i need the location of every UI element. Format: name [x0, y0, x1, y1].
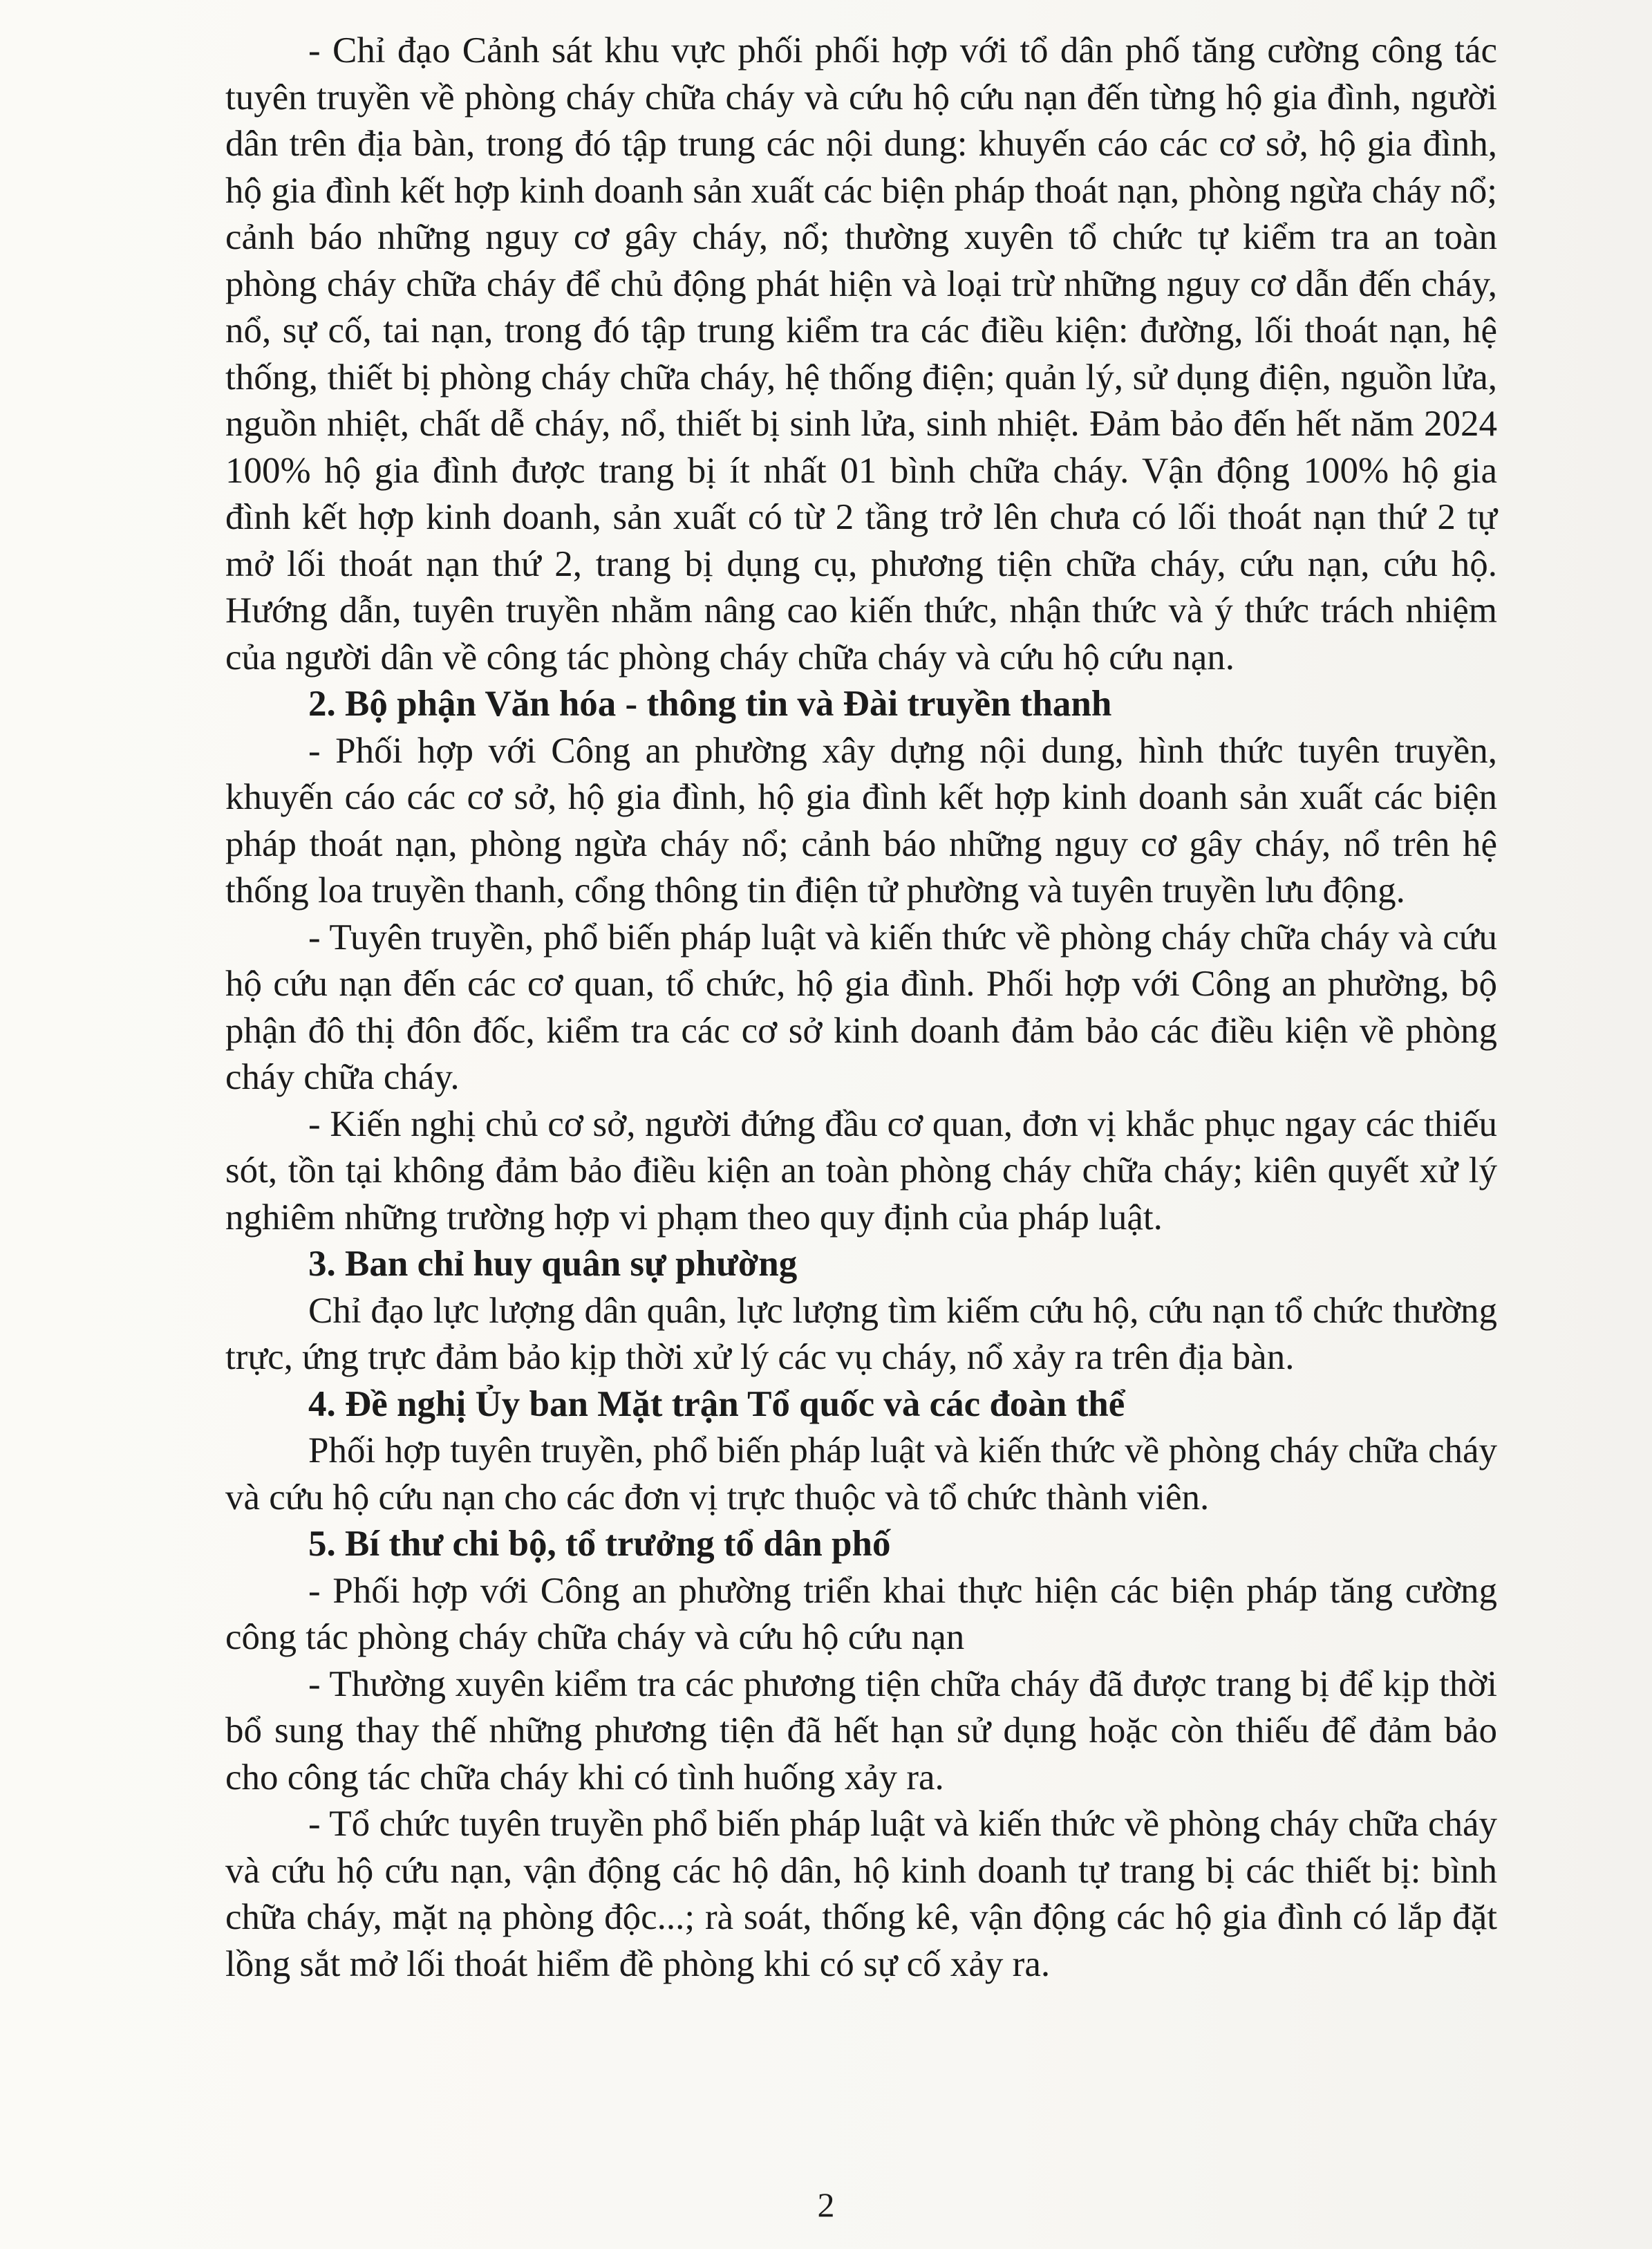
paragraph: - Tổ chức tuyên truyền phổ biến pháp luật và kiến thức về phòng cháy chữa cháy và cứu hộ cứu nạn, vận động các hộ dân, hộ kinh doanh tự trang bị các thiết bị: bình chữa cháy, mặt nạ phòng độc...; rà soát, thống kê, vận động các hộ gia đình có lắp đặt lồng sắt mở lối thoát hiểm đề phòng khi có sự cố xảy ra.	[225, 1804, 1497, 1984]
paragraph: - Tuyên truyền, phổ biến pháp luật và kiến thức về phòng cháy chữa cháy và cứu hộ cứu nạn đến các cơ quan, tổ chức, hộ gia đình. Phối hợp với Công an phường, bộ phận đô thị đôn đốc, kiểm tra các cơ sở kinh doanh đảm bảo các điều kiện về phòng cháy chữa cháy.	[225, 917, 1497, 1097]
paragraph: - Thường xuyên kiểm tra các phương tiện chữa cháy đã được trang bị để kịp thời bổ sung thay thế những phương tiện đã hết hạn sử dụng hoặc còn thiếu để đảm bảo cho công tác chữa cháy khi có tình huống xảy ra.	[225, 1663, 1497, 1798]
section-heading: 4. Đề nghị Ủy ban Mặt trận Tổ quốc và các đoàn thể	[308, 1383, 1125, 1424]
paragraph: - Phối hợp với Công an phường triển khai thực hiện các biện pháp tăng cường công tác phòng cháy chữa cháy và cứu hộ cứu nạn	[225, 1570, 1497, 1657]
paragraph: - Chỉ đạo Cảnh sát khu vực phối phối hợp với tổ dân phố tăng cường công tác tuyên truyền về phòng cháy chữa cháy và cứu hộ cứu nạn đến từng hộ gia đình, người dân trên địa bàn, trong đó tập trung các nội dung: khuyến cáo các cơ sở, hộ gia đình, hộ gia đình kết hợp kinh doanh sản xuất các biện pháp thoát nạn, phòng ngừa cháy nổ; cảnh báo những nguy cơ gây cháy, nổ; thường xuyên tổ chức tự kiểm tra an toàn phòng cháy chữa cháy để chủ động phát hiện và loại trừ những nguy cơ dẫn đến cháy, nổ, sự cố, tai nạn, trong đó tập trung kiểm tra các điều kiện: đường, lối thoát nạn, hệ thống, thiết bị phòng cháy chữa cháy, hệ thống điện; quản lý, sử dụng điện, nguồn lửa, nguồn nhiệt, chất dễ cháy, nổ, thiết bị sinh lửa, sinh nhiệt. Đảm bảo đến hết năm 2024 100% hộ gia đình được trang bị ít nhất 01 bình chữa cháy. Vận động 100% hộ gia đình kết hợp kinh doanh, sản xuất có từ 2 tầng trở lên chưa có lối thoát nạn thứ 2 tự mở lối thoát nạn thứ 2, trang bị dụng cụ, phương tiện chữa cháy, cứu nạn, cứu hộ. Hướng dẫn, tuyên truyền nhằm nâng cao kiến thức, nhận thức và ý thức trách nhiệm của người dân về công tác phòng cháy chữa cháy và cứu hộ cứu nạn.	[225, 30, 1497, 678]
section-heading: 5. Bí thư chi bộ, tổ trưởng tổ dân phố	[308, 1524, 891, 1564]
paragraph: Phối hợp tuyên truyền, phổ biến pháp luật và kiến thức về phòng cháy chữa cháy và cứu hộ cứu nạn cho các đơn vị trực thuộc và tổ chức thành viên.	[225, 1430, 1497, 1518]
section-heading: 3. Ban chỉ huy quân sự phường	[308, 1244, 798, 1284]
page-number: 2	[817, 2185, 835, 2224]
paragraph: - Kiến nghị chủ cơ sở, người đứng đầu cơ quan, đơn vị khắc phục ngay các thiếu sót, tồn tại không đảm bảo điều kiện an toàn phòng cháy chữa cháy; kiên quyết xử lý nghiêm những trường hợp vi phạm theo quy định của pháp luật.	[225, 1103, 1497, 1238]
paragraph: Chỉ đạo lực lượng dân quân, lực lượng tìm kiếm cứu hộ, cứu nạn tổ chức thường trực, ứng trực đảm bảo kịp thời xử lý các vụ cháy, nổ xảy ra trên địa bàn.	[225, 1290, 1497, 1377]
document-body	[225, 28, 1497, 1988]
paragraph: - Phối hợp với Công an phường xây dựng nội dung, hình thức tuyên truyền, khuyến cáo các cơ sở, hộ gia đình, hộ gia đình kết hợp kinh doanh sản xuất các biện pháp thoát nạn, phòng ngừa cháy nổ; cảnh báo những nguy cơ gây cháy, nổ trên hệ thống loa truyền thanh, cổng thông tin điện tử phường và tuyên truyền lưu động.	[225, 730, 1497, 911]
section-heading: 2. Bộ phận Văn hóa - thông tin và Đài truyền thanh	[308, 684, 1112, 724]
